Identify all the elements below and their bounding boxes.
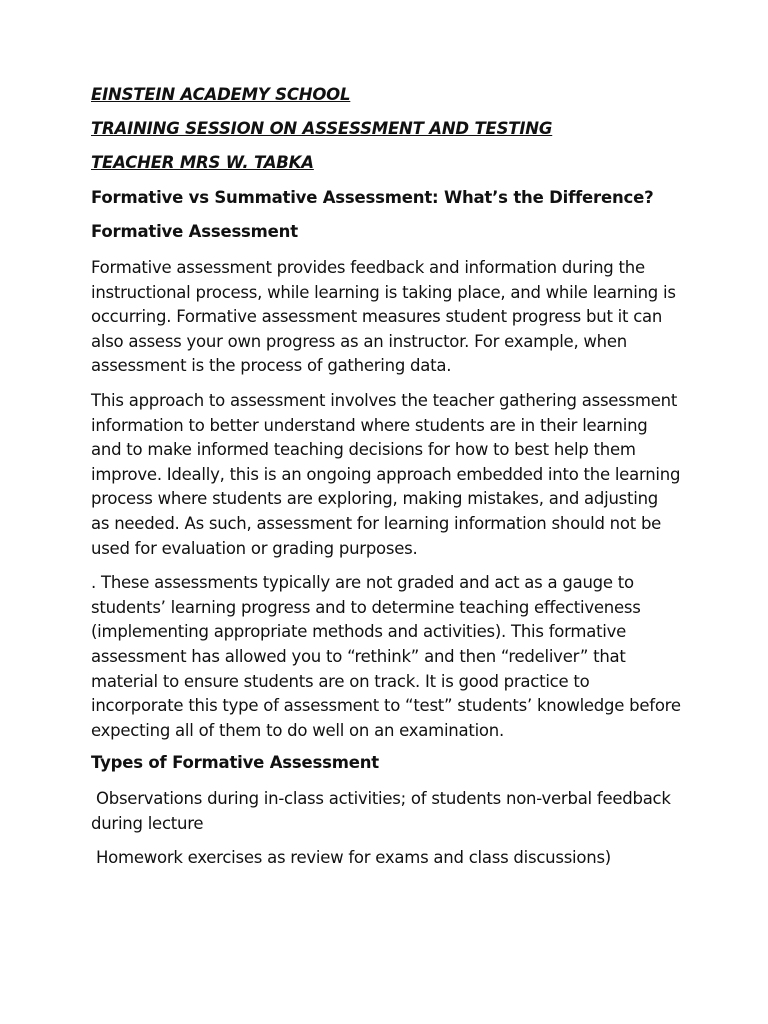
- document-page: [91, 85, 681, 881]
- paragraph-2: This approach to assessment involves the teacher gathering assessment information to better understand where students are in their learning and to make informed teaching decisions for how to best help them improve. Ideally, this is an ongoing approach embedded into the learning process where students are exploring, making mistakes, and adjusting as needed. As such, assessment for learning information should not be used for evaluation or grading purposes.: [91, 390, 681, 558]
- main-heading: Formative vs Summative Assessment: What’s the Difference?: [91, 188, 654, 207]
- session-title-header: TRAINING SESSION ON ASSESSMENT AND TESTING: [91, 119, 553, 138]
- bullet-text: Homework exercises as review for exams and class discussions): [96, 848, 611, 868]
- paragraph-1: Formative assessment provides feedback and information during the instructional process, while learning is taking place, and while learning is occurring. Formative assessment measures student progress but it can also assess your own progress as an instructor. For example, when assessment is the process of gathering data.: [91, 258, 676, 376]
- paragraph-3: . These assessments typically are not graded and act as a gauge to students’ learning progress and to determine teaching effectiveness (implementing appropriate methods and activities). This formative assessment has allowed you to “rethink” and then “redeliver” that material to ensure students are on track. It is good practice to incorporate this type of assessment to “test” students’ knowledge before expecting all of them to do well on an examination.: [91, 573, 681, 740]
- bullet-item: [91, 787, 681, 836]
- types-heading: Types of Formative Assessment: [91, 753, 379, 773]
- school-name-header: EINSTEIN ACADEMY SCHOOL: [91, 85, 351, 104]
- section-heading-formative: Formative Assessment: [91, 222, 298, 241]
- teacher-name-header: TEACHER MRS W. TABKA: [91, 153, 314, 172]
- bullet-item: [91, 846, 681, 871]
- bullet-text: Observations during in-class activities; of students non-verbal feedback during lecture: [91, 789, 671, 833]
